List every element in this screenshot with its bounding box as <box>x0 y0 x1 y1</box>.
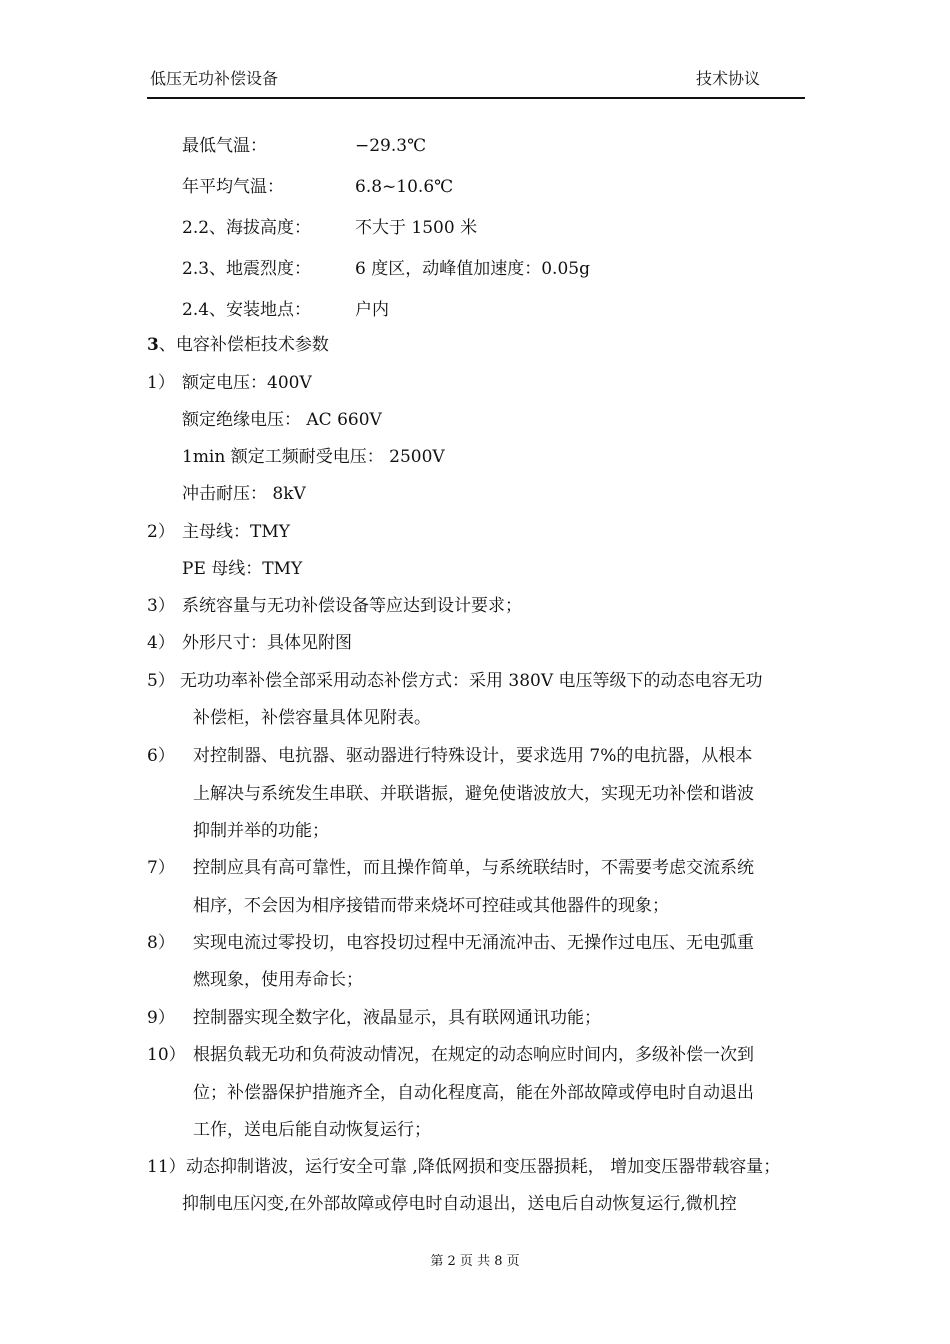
item-line: 抑制电压闪变,在外部故障或停电时自动退出，送电后自动恢复运行,微机控 <box>182 1194 737 1214</box>
section-heading <box>147 335 329 355</box>
env-value: 不大于 1500 米 <box>355 218 478 238</box>
item-line: 1min 额定工频耐受电压： 2500V <box>182 447 445 467</box>
item-number: 7） <box>147 858 175 878</box>
item-line: 对控制器、电抗器、驱动器进行特殊设计，要求选用 7%的电抗器，从根本 <box>193 746 753 766</box>
env-label: 2.4、安装地点： <box>182 300 312 320</box>
item-line: 抑制并举的功能； <box>193 821 329 841</box>
env-value: −29.3℃ <box>355 136 427 156</box>
env-label: 2.3、地震烈度： <box>182 259 312 279</box>
env-value: 6.8~10.6℃ <box>355 177 454 197</box>
item-line: 控制应具有高可靠性，而且操作简单，与系统联结时，不需要考虑交流系统 <box>193 858 754 878</box>
item-number: 8） <box>147 933 175 953</box>
item-line: 额定绝缘电压： AC 660V <box>182 410 382 430</box>
env-label: 最低气温： <box>182 136 267 156</box>
item-line: 外形尺寸：具体见附图 <box>182 633 352 653</box>
item-line: 上解决与系统发生串联、并联谐振，避免使谐波放大，实现无功补偿和谐波 <box>193 784 754 804</box>
item-number: 6） <box>147 746 175 766</box>
item-number: 11） <box>147 1157 186 1177</box>
item-number: 10） <box>147 1045 186 1065</box>
header-right-title: 技术协议 <box>696 69 761 88</box>
item-line: 无功功率补偿全部采用动态补偿方式：采用 380V 电压等级下的动态电容无功 <box>180 671 763 691</box>
item-number: 1） <box>147 373 175 393</box>
item-line: 动态抑制谐波，运行安全可靠 ,降低网损和变压器损耗， 增加变压器带载容量； <box>186 1157 781 1177</box>
item-number: 5） <box>147 671 175 691</box>
item-line: 额定电压：400V <box>182 373 312 393</box>
item-line: 系统容量与无功补偿设备等应达到设计要求； <box>182 596 522 616</box>
item-line: 实现电流过零投切，电容投切过程中无涌流冲击、无操作过电压、无电弧重 <box>193 933 754 953</box>
item-number: 3） <box>147 596 175 616</box>
item-line: 补偿柜，补偿容量具体见附表。 <box>193 708 431 728</box>
item-number: 4） <box>147 633 175 653</box>
item-line: 相序，不会因为相序接错而带来烧坏可控硅或其他器件的现象； <box>193 896 669 916</box>
page-footer: 第 2 页 共 8 页 <box>430 1254 520 1269</box>
header-left-title: 低压无功补偿设备 <box>150 69 279 88</box>
item-number: 9） <box>147 1008 175 1028</box>
item-line: 位；补偿器保护措施齐全，自动化程度高，能在外部故障或停电时自动退出 <box>193 1083 754 1103</box>
item-line: 主母线：TMY <box>182 522 290 542</box>
item-line: 工作，送电后能自动恢复运行； <box>193 1120 431 1140</box>
env-label: 2.2、海拔高度： <box>182 218 312 238</box>
item-line: 根据负载无功和负荷波动情况，在规定的动态响应时间内，多级补偿一次到 <box>193 1045 754 1065</box>
env-label: 年平均气温： <box>182 177 284 197</box>
header-rule <box>147 97 805 99</box>
item-line: 燃现象，使用寿命长； <box>193 970 363 990</box>
item-number: 2） <box>147 522 175 542</box>
env-value: 户内 <box>355 300 389 320</box>
item-line: PE 母线：TMY <box>182 559 303 579</box>
item-line: 控制器实现全数字化，液晶显示，具有联网通讯功能； <box>193 1008 601 1028</box>
env-value: 6 度区，动峰值加速度：0.05g <box>355 259 590 279</box>
section-title: 、电容补偿柜技术参数 <box>158 335 329 355</box>
section-number: 3 <box>147 335 159 355</box>
item-line: 冲击耐压： 8kV <box>182 484 306 504</box>
